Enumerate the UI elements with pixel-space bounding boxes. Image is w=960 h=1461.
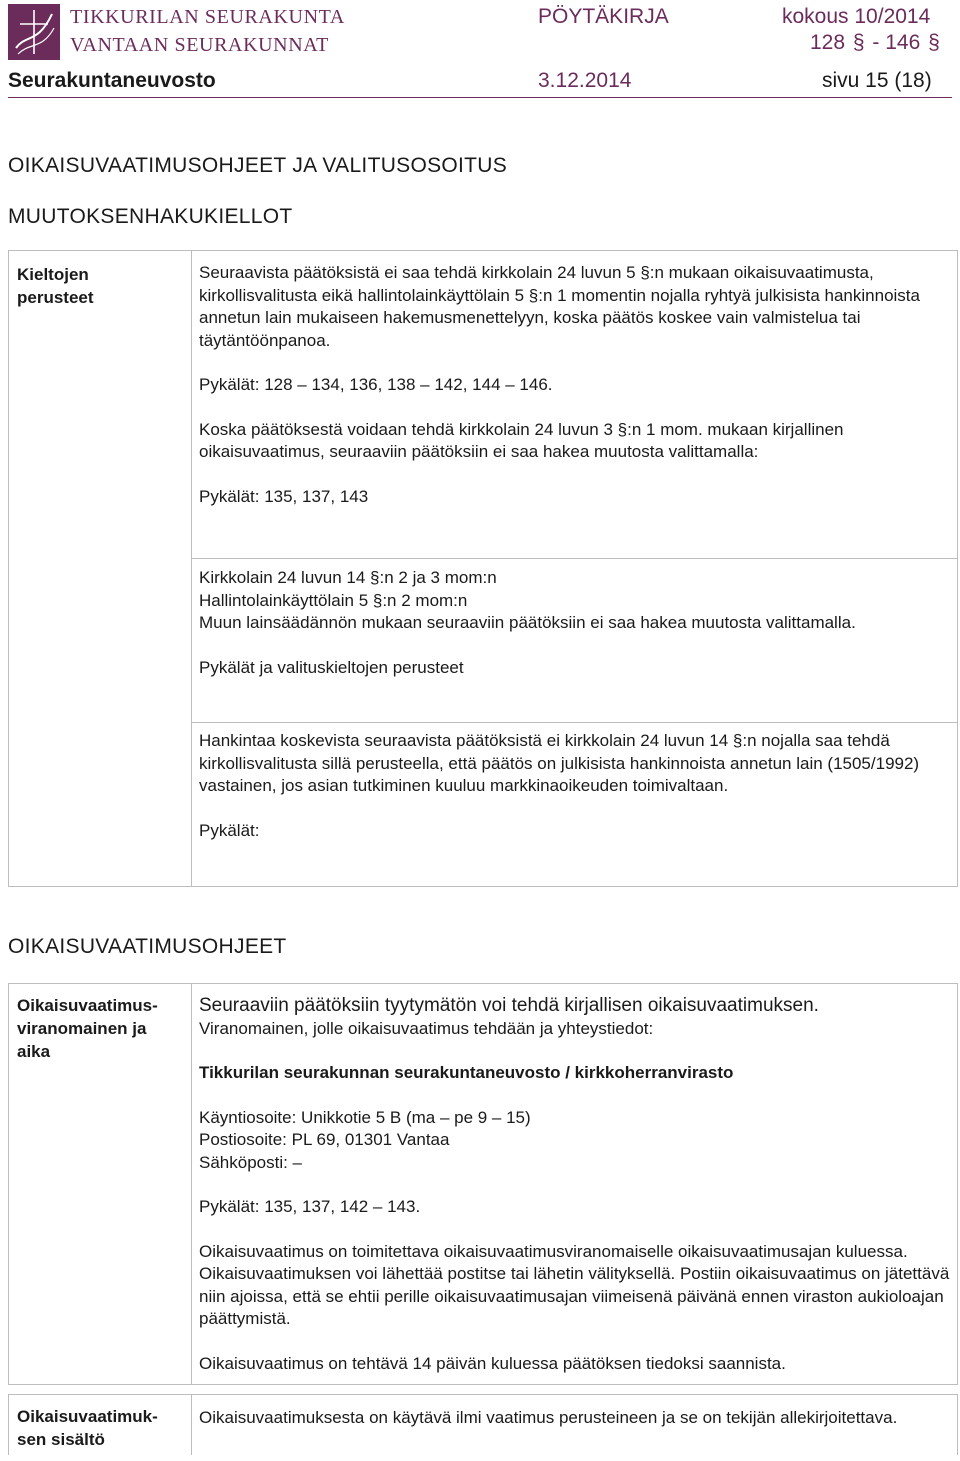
paragraph: Oikaisuvaatimus on tehtävä 14 päivän kuluessa päätöksen tiedoksi saannista. [199, 1353, 786, 1373]
contact-details [199, 1107, 951, 1175]
table-label-cell [9, 984, 192, 1384]
paragraph: Koska päätöksestä voidaan tehdä kirkkolain 24 luvun 3 §:n 1 mom. mukaan kirjallinen oikaisuvaatimus, seuraaviin päätöksiin ei saa hakea muutosta valittamalla: [199, 419, 844, 461]
table-label [9, 251, 191, 319]
body-name: Seurakuntaneuvosto [8, 69, 216, 92]
main-heading: OIKAISUVAATIMUSOHJEET JA VALITUSOSOITUS [8, 154, 508, 177]
text-line: Muun lainsäädännön mukaan seuraaviin päätöksiin ei saa hakea muutosta valittamalla. [199, 613, 856, 632]
prohibitions-block-3 [199, 730, 951, 842]
paragraph: Pykälät ja valituskieltojen perusteet [199, 657, 464, 677]
prohibitions-block-2 [199, 567, 951, 679]
section-from: 128 [810, 31, 846, 54]
table-label [9, 1395, 191, 1461]
section-symbol: § [852, 31, 865, 54]
row-divider [192, 558, 957, 559]
label-line: Oikaisuvaatimus- [17, 996, 158, 1015]
prohibitions-block-1 [199, 262, 951, 508]
section-symbol: § [928, 31, 940, 54]
content-requirements [199, 1407, 951, 1430]
authority-content [199, 995, 951, 1375]
org-name-line1: TIKKURILAN SEURAKUNTA [70, 6, 345, 28]
document-type: PÖYTÄKIRJA [538, 5, 669, 28]
authority-name: Tikkurilan seurakunnan seurakuntaneuvosto / kirkkoherranvirasto [199, 1063, 734, 1082]
org-name-line2: VANTAAN SEURAKUNNAT [70, 34, 329, 56]
label-line: perusteet [17, 288, 94, 307]
paragraph: Oikaisuvaatimuksesta on käytävä ilmi vaatimus perusteineen ja se on tekijän allekirjoitettava. [199, 1408, 898, 1427]
authority-table [8, 983, 958, 1385]
label-line: Kieltojen [17, 265, 89, 284]
label-line: Oikaisuvaatimuk- [17, 1407, 158, 1426]
page-number: sivu 15 (18) [822, 69, 932, 92]
meeting-number: kokous 10/2014 [782, 5, 931, 28]
prohibitions-table [8, 250, 958, 887]
label-line: viranomainen ja [17, 1019, 147, 1038]
postal-address: Postiosoite: PL 69, 01301 Vantaa [199, 1130, 450, 1149]
email-address: Sähköposti: – [199, 1152, 303, 1172]
paragraph [199, 567, 951, 635]
paragraph: Oikaisuvaatimus on toimitettava oikaisuvaatimusviranomaiselle oikaisuvaatimusajan kuluessa. Oikaisuvaatimuksen voi lähettää postitse tai lähetin välityksellä. Postiin oikaisuvaatimus on jätettävä niin ajoissa, että se ehtii perille oikaisuvaatimusajan viimeisenä päivänä ennen viraston aukioloajan päättymistä. [199, 1241, 950, 1328]
instructions-heading: OIKAISUVAATIMUSOHJEET [8, 935, 287, 958]
paragraph: Pykälät: 135, 137, 143 [199, 486, 369, 506]
section-to: - 146 [872, 31, 921, 54]
prohibitions-heading: MUUTOKSENHAKUKIELLOT [8, 205, 293, 228]
paragraph: Pykälät: 135, 137, 142 – 143. [199, 1197, 421, 1216]
header-divider [8, 97, 952, 98]
row-divider [192, 722, 957, 723]
section-range [810, 31, 942, 55]
visiting-address: Käyntiosoite: Unikkotie 5 B (ma – pe 9 – 15) [199, 1107, 531, 1127]
text-line: Seuraaviin päätöksiin tyytymätön voi tehdä kirjallisen oikaisuvaatimuksen. [199, 995, 819, 1016]
paragraph: Pykälät: [199, 820, 260, 840]
label-line: aika [17, 1042, 51, 1061]
text-line: Hallintolainkäyttölain 5 §:n 2 mom:n [199, 590, 468, 610]
table-label [9, 984, 191, 1073]
label-line: sen sisältö [17, 1430, 105, 1449]
table-label-cell [9, 251, 192, 886]
text-line: Kirkkolain 24 luvun 14 §:n 2 ja 3 mom:n [199, 568, 497, 587]
paragraph: Hankintaa koskevista seuraavista päätöksistä ei kirkkolain 24 luvun 14 §:n nojalla saa tehdä kirkollisvalitusta sillä perusteella, että päätös on julkisista hankinnoista annetun lain (1505/1992) vastainen, jos asian tutkiminen kuuluu markkinaoikeuden toimivaltaan. [199, 731, 920, 795]
paragraph: Seuraavista päätöksistä ei saa tehdä kirkkolain 24 luvun 5 §:n mukaan oikaisuvaatimusta, kirkollisvalitusta eikä hallintolainkäyttölain 5 §:n 1 momentin nojalla ryhtyä julkisista hankinnoista annetun lain mukaiseen hakemusmenettelyyn, koska päätös koskee vain valmistelua tai täytäntöönpanoa. [199, 263, 920, 350]
content-table [8, 1394, 958, 1455]
paragraph: Pykälät: 128 – 134, 136, 138 – 142, 144 – 146. [199, 375, 553, 394]
text-line: Viranomainen, jolle oikaisuvaatimus tehdään ja yhteystiedot: [199, 1018, 654, 1038]
table-label-cell [9, 1395, 192, 1455]
paragraph [199, 995, 951, 1040]
meeting-date: 3.12.2014 [538, 69, 632, 92]
cross-swirl-icon [8, 4, 60, 60]
